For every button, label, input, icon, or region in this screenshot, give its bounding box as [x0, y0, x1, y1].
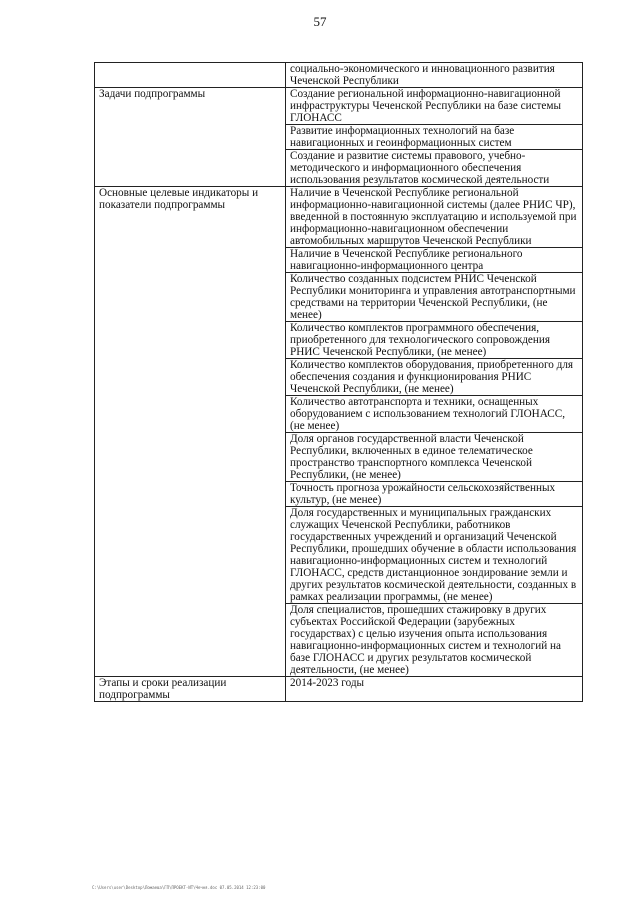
task-item: Развитие информационных технологий на базе навигационных и геоинформационных систем [286, 125, 583, 150]
indicator-item: Доля государственных и муниципальных гражданских служащих Чеченской Республики, работников государственных учреждений и организаций Чеченской Республики, прошедших обучение в области использования навигационно-информационных систем и технологий ГЛОНАСС, средств дистанционное зондирование земли и других результатов космической деятельности, созданных в рамках реализации программы, (не менее) [286, 507, 583, 604]
indicator-item: Количество комплектов оборудования, приобретенного для обеспечения создания и функционирования РНИС Чеченской Республики, (не менее) [286, 359, 583, 396]
indicator-item: Доля органов государственной власти Чеченской Республики, включенных в единое телематическое пространство транспортного комплекса Чеченской Республики, (не менее) [286, 433, 583, 482]
stages-value: 2014-2023 годы [286, 677, 583, 702]
table-row [95, 63, 583, 88]
table-row [95, 187, 583, 248]
goal-continuation-cell: социально-экономического и инновационного развития Чеченской Республики [286, 63, 583, 88]
page-number: 57 [313, 14, 327, 29]
indicator-item: Наличие в Чеченской Республике региональной информационно-навигационной системы (далее РНИС ЧР), введенной в постоянную эксплуатацию и используемой при информационно-навигационном обеспечении автомобильных маршрутов Чеченской Республики [286, 187, 583, 248]
table-row [95, 677, 583, 702]
task-item: Создание и развитие системы правового, учебно-методического и информационного обеспечения использования результатов космической деятельности [286, 150, 583, 187]
indicator-item: Количество созданных подсистем РНИС Чеченской Республики мониторинга и управления автотранспортными средствами на территории Чеченской Республики, (не менее) [286, 273, 583, 322]
task-item: Создание региональной информационно-навигационной инфраструктуры Чеченской Республики на базе системы ГЛОНАСС [286, 88, 583, 125]
tasks-label: Задачи подпрограммы [95, 88, 286, 187]
indicator-item: Доля специалистов, прошедших стажировку в других субъектах Российской Федерации (зарубежных государствах) с целью изучения опыта использования навигационно-информационных систем и технологий на базе ГЛОНАСС и других результатов космической деятельности, (не менее) [286, 604, 583, 677]
indicator-item: Количество автотранспорта и техники, оснащенных оборудованием с использованием технологий ГЛОНАСС, (не менее) [286, 396, 583, 433]
stages-label: Этапы и сроки реализации подпрограммы [95, 677, 286, 702]
footer-file-path: C:\Users\user\Desktop\Ломаева\ГП\ПРОЕКТ-ИТ\Чечня.doc 07.05.2014 12:23:00 [92, 885, 266, 890]
indicator-item: Количество комплектов программного обеспечения, приобретенного для технологического сопровождения РНИС Чеченской Республики, (не менее) [286, 322, 583, 359]
row-label-cell [95, 63, 286, 88]
indicator-item: Точность прогноза урожайности сельскохозяйственных культур, (не менее) [286, 482, 583, 507]
indicator-item: Наличие в Чеченской Республике регионального навигационно-информационного центра [286, 248, 583, 273]
indicators-label: Основные целевые индикаторы и показатели подпрограммы [95, 187, 286, 677]
subprogram-passport-table [94, 62, 583, 702]
table-row [95, 88, 583, 125]
